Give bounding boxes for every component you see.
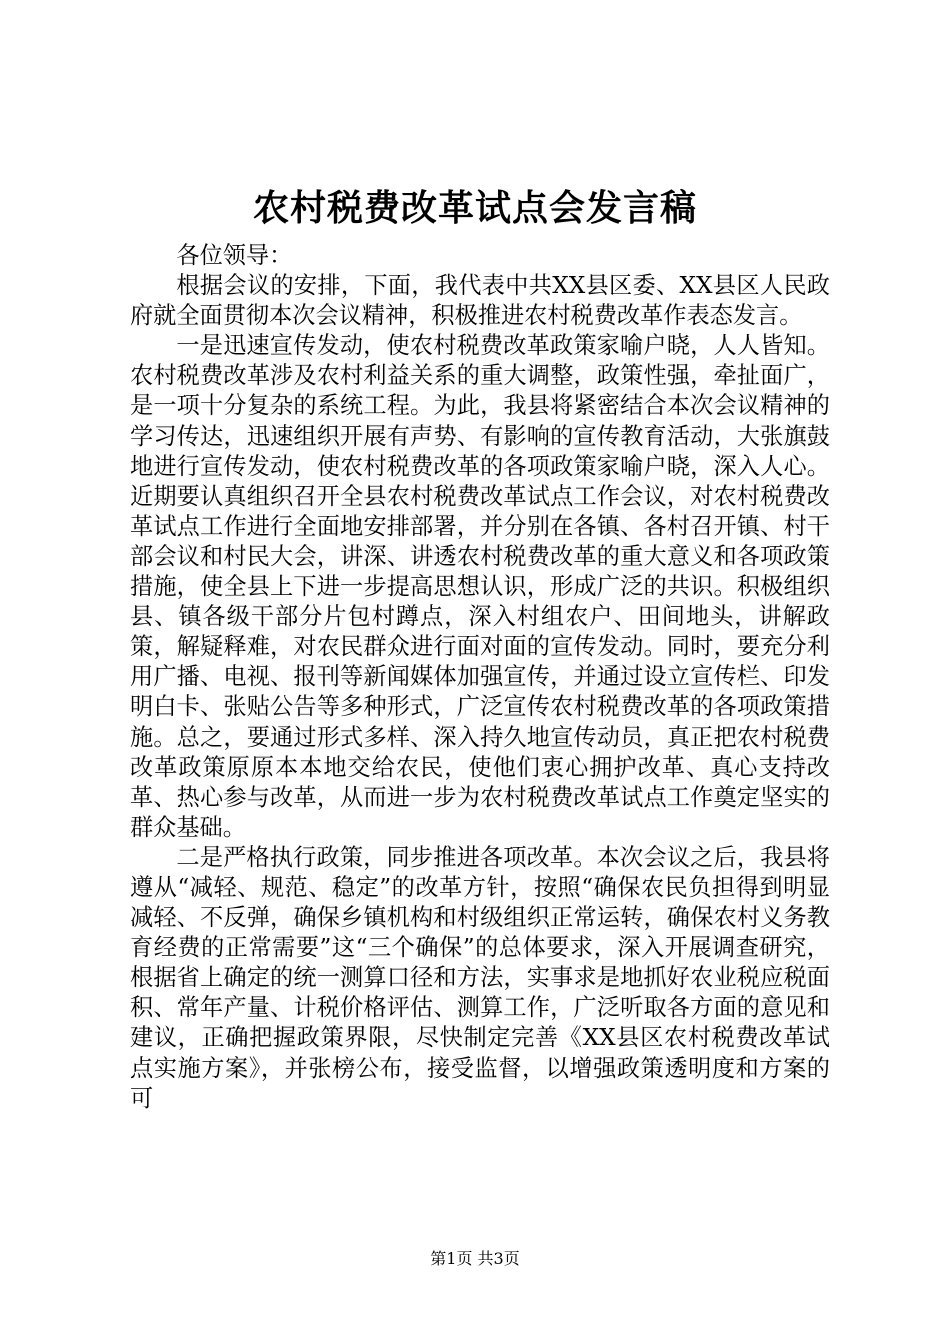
document-title: 农村税费改革试点会发言稿 bbox=[252, 187, 697, 229]
document-body bbox=[130, 241, 830, 1114]
paragraph-second-point: 二是严格执行政策，同步推进各项改革。本次会议之后，我县将遵从“减轻、规范、稳定”的改革方针，按照“确保农民负担得到明显减轻、不反弹，确保乡镇机构和村级组织正常运转，确保农村义务教育经费的正常需要”这“三个确保”的总体要求，深入开展调查研究，根据省上确定的统一测算口径和方法，实事求是地抓好农业税应税面积、常年产量、计税价格评估、测算工作，广泛听取各方面的意见和建议，正确把握政策界限，尽快制定完善《XX县区农村税费改革试点实施方案》，并张榜公布，接受监督，以增强政策透明度和方案的可 bbox=[130, 843, 830, 1112]
salutation: 各位领导： bbox=[176, 242, 293, 269]
paragraph-first-point: 一是迅速宣传发动，使农村税费改革政策家喻户晓，人人皆知。农村税费改革涉及农村利益关系的重大调整，政策性强，牵扯面广，是一项十分复杂的系统工程。为此，我县将紧密结合本次会议精神的学习传达，迅速组织开展有声势、有影响的宣传教育活动，大张旗鼓地进行宣传发动，使农村税费改革的各项政策家喻户晓，深入人心。近期要认真组织召开全县农村税费改革试点工作会议，对农村税费改革试点工作进行全面地安排部署，并分别在各镇、各村召开镇、村干部会议和村民大会，讲深、讲透农村税费改革的重大意义和各项政策措施，使全县上下进一步提高思想认识，形成广泛的共识。积极组织县、镇各级干部分片包村蹲点，深入村组农户、田间地头，讲解政策，解疑释难，对农民群众进行面对面的宣传发动。同时，要充分利用广播、电视、报刊等新闻媒体加强宣传，并通过设立宣传栏、印发明白卡、张贴公告等多种形式，广泛宣传农村税费改革的各项政策措施。总之，要通过形式多样、深入持久地宣传动员，真正把农村税费改革政策原原本本地交给农民，使他们衷心拥护改革、真心支持改革、热心参与改革，从而进一步为农村税费改革试点工作奠定坚实的群众基础。 bbox=[130, 332, 830, 841]
page-number: 第1页 共3页 bbox=[430, 1249, 520, 1268]
paragraph-intro: 根据会议的安排，下面，我代表中共XX县区委、XX县区人民政府就全面贯彻本次会议精神，积极推进农村税费改革作表态发言。 bbox=[130, 272, 830, 330]
